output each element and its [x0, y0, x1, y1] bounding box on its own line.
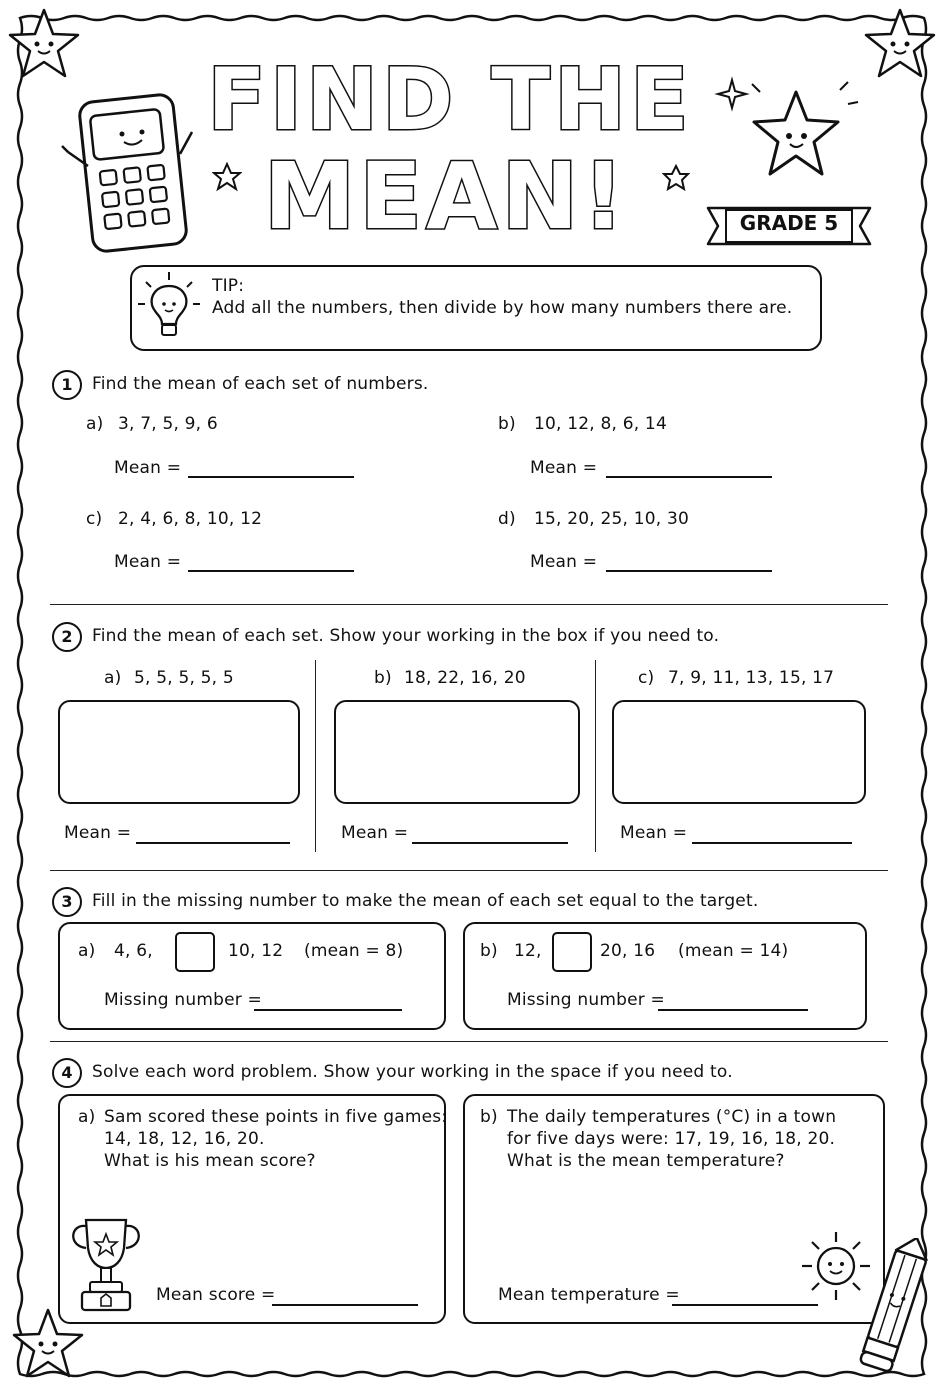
q4a-label: a): [78, 1107, 96, 1127]
star-icon: [740, 80, 860, 190]
q4-instruction: Solve each word problem. Show your working in the space if you need to.: [92, 1062, 733, 1082]
q3b-card: [463, 922, 867, 1030]
pencil-icon: [848, 1238, 938, 1378]
question-number-1: 1: [52, 370, 82, 400]
q4a-line-1: Sam scored these points in five games:: [104, 1107, 448, 1127]
q1b-mean-label: Mean =: [530, 458, 598, 478]
q1d-mean-label: Mean =: [530, 552, 598, 572]
title-line-2: MEAN!: [263, 143, 629, 250]
q2b-answer-line[interactable]: [412, 842, 568, 844]
q2a-label: a): [104, 668, 122, 688]
column-divider: [595, 660, 596, 852]
question-number-2: 2: [52, 622, 82, 652]
q2a-mean-label: Mean =: [64, 823, 132, 843]
q2b-working-box[interactable]: [334, 700, 580, 804]
q1a-label: a): [86, 414, 104, 434]
q4a-line-3: What is his mean score?: [104, 1151, 316, 1171]
q1a-mean-label: Mean =: [114, 458, 182, 478]
q3b-label: b): [480, 941, 498, 961]
column-divider: [315, 660, 316, 852]
tip-label: TIP:: [212, 276, 245, 296]
q2c-working-box[interactable]: [612, 700, 866, 804]
q1c-mean-label: Mean =: [114, 552, 182, 572]
lightbulb-icon: [136, 270, 202, 342]
star-icon: [6, 6, 82, 82]
grade-label: GRADE 5: [739, 211, 839, 235]
q3a-answer-line[interactable]: [254, 1009, 402, 1011]
q1a-answer-line[interactable]: [188, 476, 354, 478]
q3a-missing-box[interactable]: [175, 932, 215, 972]
q3a-card: [58, 922, 446, 1030]
q4a-line-2: 14, 18, 12, 16, 20.: [104, 1129, 265, 1149]
calculator-icon: [50, 86, 200, 256]
section-divider: [50, 1041, 888, 1042]
q3b-set-after: 20, 16: [600, 941, 656, 961]
q1d-label: d): [498, 509, 516, 529]
q3b-missing-box[interactable]: [552, 932, 592, 972]
star-icon: [662, 164, 690, 192]
q3a-label: a): [78, 941, 96, 961]
q4b-line-1: The daily temperatures (°C) in a town: [507, 1107, 837, 1127]
q4a-answer-label: Mean score =: [156, 1285, 276, 1305]
q4b-line-2: for five days were: 17, 19, 16, 18, 20.: [507, 1129, 836, 1149]
q2a-answer-line[interactable]: [136, 842, 290, 844]
trophy-icon: [64, 1214, 148, 1314]
q2c-set: 7, 9, 11, 13, 15, 17: [668, 668, 835, 688]
q1b-answer-line[interactable]: [606, 476, 772, 478]
q1d-set: 15, 20, 25, 10, 30: [534, 509, 689, 529]
q4b-label: b): [480, 1107, 498, 1127]
q2a-working-box[interactable]: [58, 700, 300, 804]
question-number-3: 3: [52, 887, 82, 917]
q1c-label: c): [86, 509, 103, 529]
star-icon: [862, 6, 938, 82]
q1-instruction: Find the mean of each set of numbers.: [92, 374, 429, 394]
q3b-set-before: 12,: [514, 941, 542, 961]
q2b-label: b): [374, 668, 392, 688]
q1b-label: b): [498, 414, 516, 434]
q2-instruction: Find the mean of each set. Show your working in the box if you need to.: [92, 626, 720, 646]
q1a-set: 3, 7, 5, 9, 6: [118, 414, 218, 434]
tip-text: Add all the numbers, then divide by how many numbers there are.: [212, 298, 793, 318]
q2a-set: 5, 5, 5, 5, 5: [134, 668, 234, 688]
q2c-answer-line[interactable]: [692, 842, 852, 844]
q2b-set: 18, 22, 16, 20: [404, 668, 526, 688]
q3-instruction: Fill in the missing number to make the mean of each set equal to the target.: [92, 891, 759, 911]
title-line-1: FIND THE: [207, 50, 693, 150]
q1b-set: 10, 12, 8, 6, 14: [534, 414, 667, 434]
question-number-4: 4: [52, 1058, 82, 1088]
q3b-target: (mean = 14): [678, 941, 789, 961]
q1c-answer-line[interactable]: [188, 570, 354, 572]
q2c-label: c): [638, 668, 655, 688]
q2b-mean-label: Mean =: [341, 823, 409, 843]
q4a-answer-line[interactable]: [272, 1304, 418, 1306]
q1d-answer-line[interactable]: [606, 570, 772, 572]
q4b-answer-label: Mean temperature =: [498, 1285, 680, 1305]
q4b-answer-line[interactable]: [672, 1304, 818, 1306]
section-divider: [50, 604, 888, 605]
q3a-set-before: 4, 6,: [114, 941, 153, 961]
q3a-set-after: 10, 12: [228, 941, 284, 961]
q4b-line-3: What is the mean temperature?: [507, 1151, 785, 1171]
section-divider: [50, 870, 888, 871]
q1c-set: 2, 4, 6, 8, 10, 12: [118, 509, 263, 529]
q3a-target: (mean = 8): [304, 941, 404, 961]
q3a-missing-label: Missing number =: [104, 990, 262, 1010]
q3b-answer-line[interactable]: [658, 1009, 808, 1011]
q3b-missing-label: Missing number =: [507, 990, 665, 1010]
q2c-mean-label: Mean =: [620, 823, 688, 843]
